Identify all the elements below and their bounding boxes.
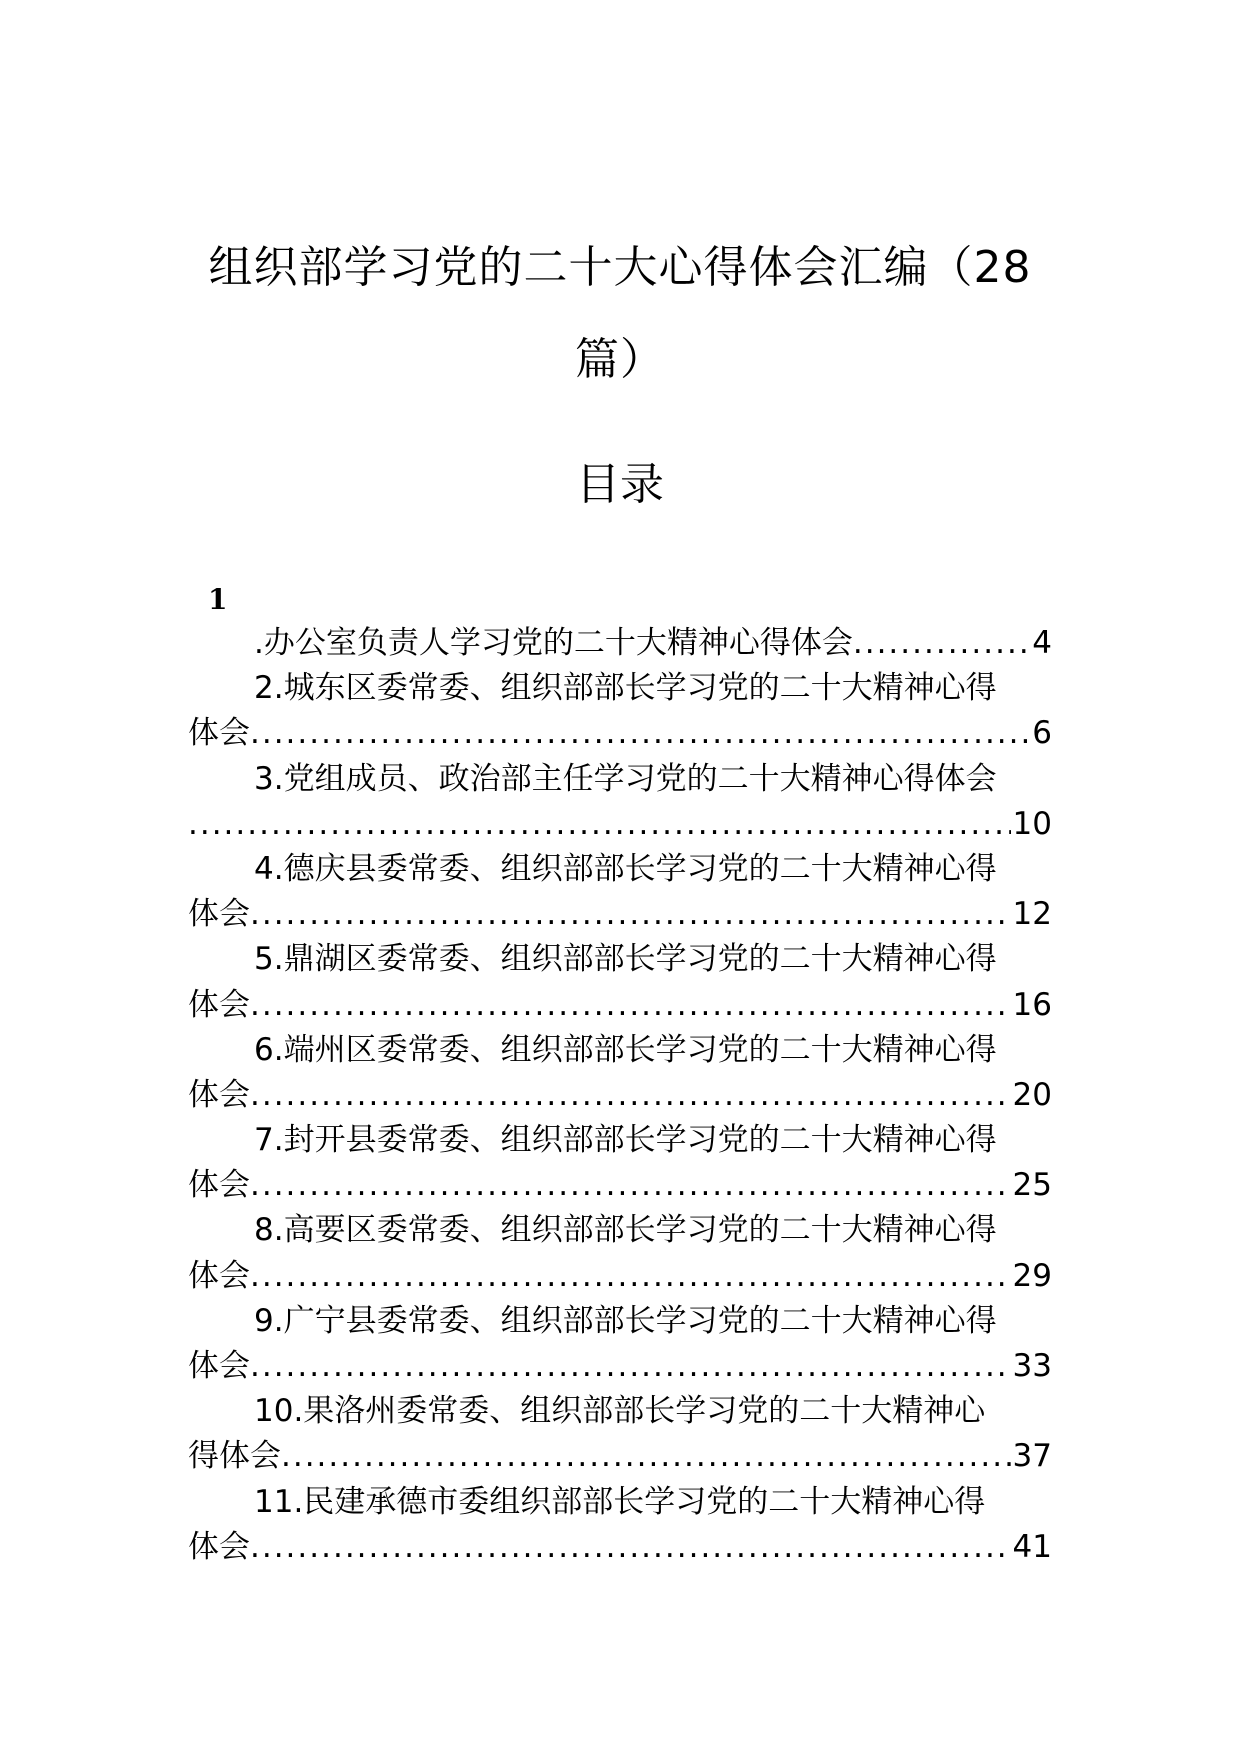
toc-entry[interactable] bbox=[188, 1028, 1052, 1118]
toc-entry-text: 体会 bbox=[188, 1167, 250, 1204]
toc-entry[interactable] bbox=[188, 847, 1052, 937]
toc-entry[interactable] bbox=[188, 666, 1052, 756]
toc-lead-number: 1 bbox=[208, 583, 228, 616]
toc-page-number: 29 bbox=[1012, 1257, 1052, 1294]
toc-entry[interactable] bbox=[188, 1208, 1052, 1298]
toc-line bbox=[188, 757, 1052, 802]
toc-dot-leader bbox=[250, 983, 1011, 1028]
toc-entry[interactable] bbox=[188, 1118, 1052, 1208]
toc-entry-text: 2.城东区委常委、组织部部长学习党的二十大精神心得 bbox=[254, 670, 997, 707]
toc-entry-text: 4.德庆县委常委、组织部部长学习党的二十大精神心得 bbox=[254, 850, 997, 887]
toc-entry[interactable] bbox=[188, 1480, 1052, 1570]
document-title-line-1: 组织部学习党的二十大心得体会汇编（28 bbox=[208, 242, 1032, 293]
toc-line bbox=[188, 711, 1052, 756]
toc-page-number: 16 bbox=[1012, 986, 1052, 1023]
toc-heading: 目录 bbox=[576, 459, 664, 510]
toc-entry-text: 体会 bbox=[188, 1528, 250, 1565]
toc-entry-text: 7.封开县委常委、组织部部长学习党的二十大精神心得 bbox=[254, 1122, 997, 1159]
toc-line bbox=[188, 802, 1052, 847]
toc-line bbox=[188, 1118, 1052, 1163]
toc-entry-text: .办公室负责人学习党的二十大精神心得体会 bbox=[254, 625, 853, 661]
toc-entry-text: 3.党组成员、政治部主任学习党的二十大精神心得体会 bbox=[254, 760, 997, 797]
table-of-contents bbox=[188, 585, 1052, 1570]
toc-line bbox=[188, 1073, 1052, 1118]
toc-line bbox=[188, 1480, 1052, 1525]
toc-entry-text: 体会 bbox=[188, 1348, 250, 1384]
toc-entry-text: 9.广宁县委常委、组织部部长学习党的二十大精神心得 bbox=[254, 1302, 997, 1339]
toc-line bbox=[188, 1344, 1052, 1389]
toc-line bbox=[188, 1208, 1052, 1253]
toc-dot-leader bbox=[250, 1073, 1011, 1118]
document-title bbox=[0, 222, 1240, 406]
toc-line bbox=[188, 1254, 1052, 1299]
toc-dot-leader bbox=[250, 1163, 1011, 1208]
toc-dot-leader bbox=[250, 1254, 1011, 1299]
toc-page-number: 12 bbox=[1012, 896, 1052, 933]
toc-entry-text: 体会 bbox=[188, 896, 250, 933]
toc-dot-leader bbox=[250, 1344, 1011, 1389]
toc-line bbox=[188, 1028, 1052, 1073]
toc-dot-leader bbox=[250, 892, 1011, 937]
toc-page-number: 41 bbox=[1012, 1528, 1052, 1565]
toc-dot-leader bbox=[250, 1525, 1011, 1570]
toc-entry-text: 体会 bbox=[188, 1257, 250, 1294]
toc-entry-text: 体会 bbox=[188, 1076, 250, 1113]
toc-line bbox=[188, 1163, 1052, 1208]
toc-dot-leader bbox=[188, 802, 1011, 847]
toc-entry[interactable] bbox=[188, 1299, 1052, 1389]
toc-entry-text: 8.高要区委常委、组织部部长学习党的二十大精神心得 bbox=[254, 1212, 997, 1249]
toc-entry[interactable] bbox=[188, 937, 1052, 1027]
toc-line bbox=[188, 621, 1052, 666]
toc-line bbox=[188, 666, 1052, 711]
toc-page-number: 25 bbox=[1012, 1167, 1052, 1204]
toc-entry-text: 体会 bbox=[188, 715, 250, 752]
toc-entry[interactable] bbox=[188, 1389, 1052, 1479]
toc-entry-text: 10.果洛州委常委、组织部部长学习党的二十大精神心 bbox=[254, 1393, 986, 1430]
toc-page-number: 20 bbox=[1012, 1076, 1052, 1113]
toc-dot-leader bbox=[250, 711, 1030, 756]
toc-entry-text: 得体会 bbox=[188, 1438, 281, 1475]
toc-line bbox=[188, 937, 1052, 982]
toc-entry-text: 5.鼎湖区委常委、组织部部长学习党的二十大精神心得 bbox=[254, 941, 997, 978]
toc-page-number: 6 bbox=[1032, 715, 1052, 752]
toc-page-number: 10 bbox=[1012, 805, 1052, 842]
toc-dot-leader bbox=[853, 621, 1030, 666]
toc-page-number: 33 bbox=[1012, 1348, 1052, 1384]
toc-line bbox=[188, 983, 1052, 1028]
toc-entry-text: 体会 bbox=[188, 986, 250, 1023]
toc-line bbox=[188, 1434, 1052, 1479]
toc-page-number: 4 bbox=[1032, 625, 1052, 661]
toc-line bbox=[188, 847, 1052, 892]
document-title-line-2: 篇） bbox=[575, 334, 665, 385]
toc-line bbox=[188, 1299, 1052, 1344]
toc-page-number: 37 bbox=[1012, 1438, 1052, 1475]
toc-line bbox=[188, 1525, 1052, 1570]
toc-entry[interactable] bbox=[188, 621, 1052, 666]
toc-entry-text: 6.端州区委常委、组织部部长学习党的二十大精神心得 bbox=[254, 1031, 997, 1068]
toc-line bbox=[188, 892, 1052, 937]
toc-entry[interactable] bbox=[188, 757, 1052, 847]
toc-entry-text: 11.民建承德市委组织部部长学习党的二十大精神心得 bbox=[254, 1483, 986, 1520]
toc-dot-leader bbox=[281, 1434, 1011, 1479]
toc-line bbox=[188, 1389, 1052, 1434]
